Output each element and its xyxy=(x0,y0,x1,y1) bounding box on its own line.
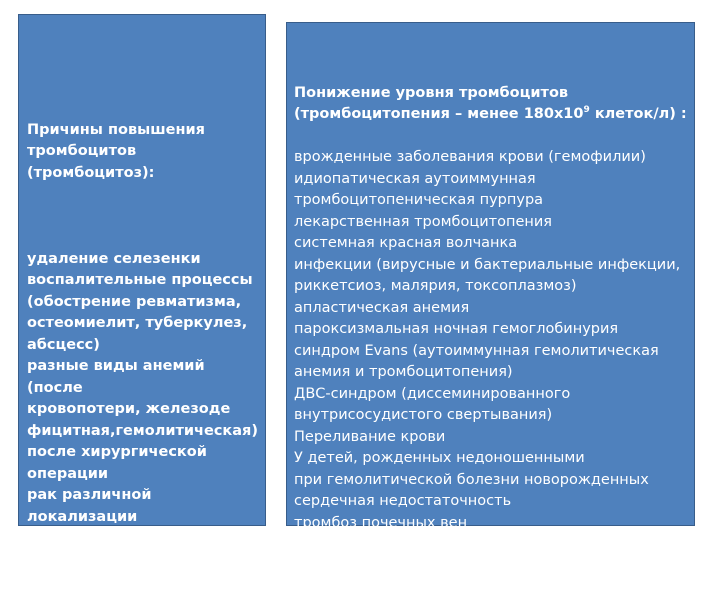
thrombocytopenia-title-line1: Понижение уровня тромбоцитов xyxy=(294,84,569,101)
spacer xyxy=(27,206,257,228)
thrombocytopenia-title-line2 xyxy=(294,104,688,126)
thrombocytosis-causes-box xyxy=(18,14,266,589)
title-exponent: 9 xyxy=(583,105,590,115)
thrombocytopenia-causes-box xyxy=(286,22,695,531)
thrombocytopenia-title xyxy=(294,83,688,126)
title-line2-post: клеток/л) : xyxy=(589,106,687,122)
thrombocytosis-title: Причины повышения тромбоцитов (тромбоцитоз): xyxy=(27,121,205,181)
thrombocytopenia-causes-list: врожденные заболевания крови (гемофилии) идиопатическая аутоиммунная тромбоцитопеническая пурпура лекарственная тромбоцитопения системная красная волчанка инфекции (вирусные и бактериальные инфекции, риккетсиоз, малярия, токсоплазмоз) апластическая анемия пароксизмальная ночная гемоглобинурия синдром Evans (аутоиммунная гемолитическая анемия и тромбоцитопения) ДВС-синдром (диссеминированного внутрисосудистого свертывания) Переливание крови У детей, рожденных недоношенными при гемолитической болезни новорожденных сердечная недостаточность тромбоз почечных вен xyxy=(294,149,681,531)
thrombocytosis-causes-list: удаление селезенки воспалительные процессы (обострение ревматизма, остеомиелит, туберкулез, абсцесс) разные виды анемий (после кровопотери, железоде фицитная,гемолитическая) после хирургической операции рак различной локализации физическое переутомление эритремия xyxy=(27,250,258,589)
title-line2-pre: (тромбоцитопения – менее 180x10 xyxy=(294,106,584,122)
